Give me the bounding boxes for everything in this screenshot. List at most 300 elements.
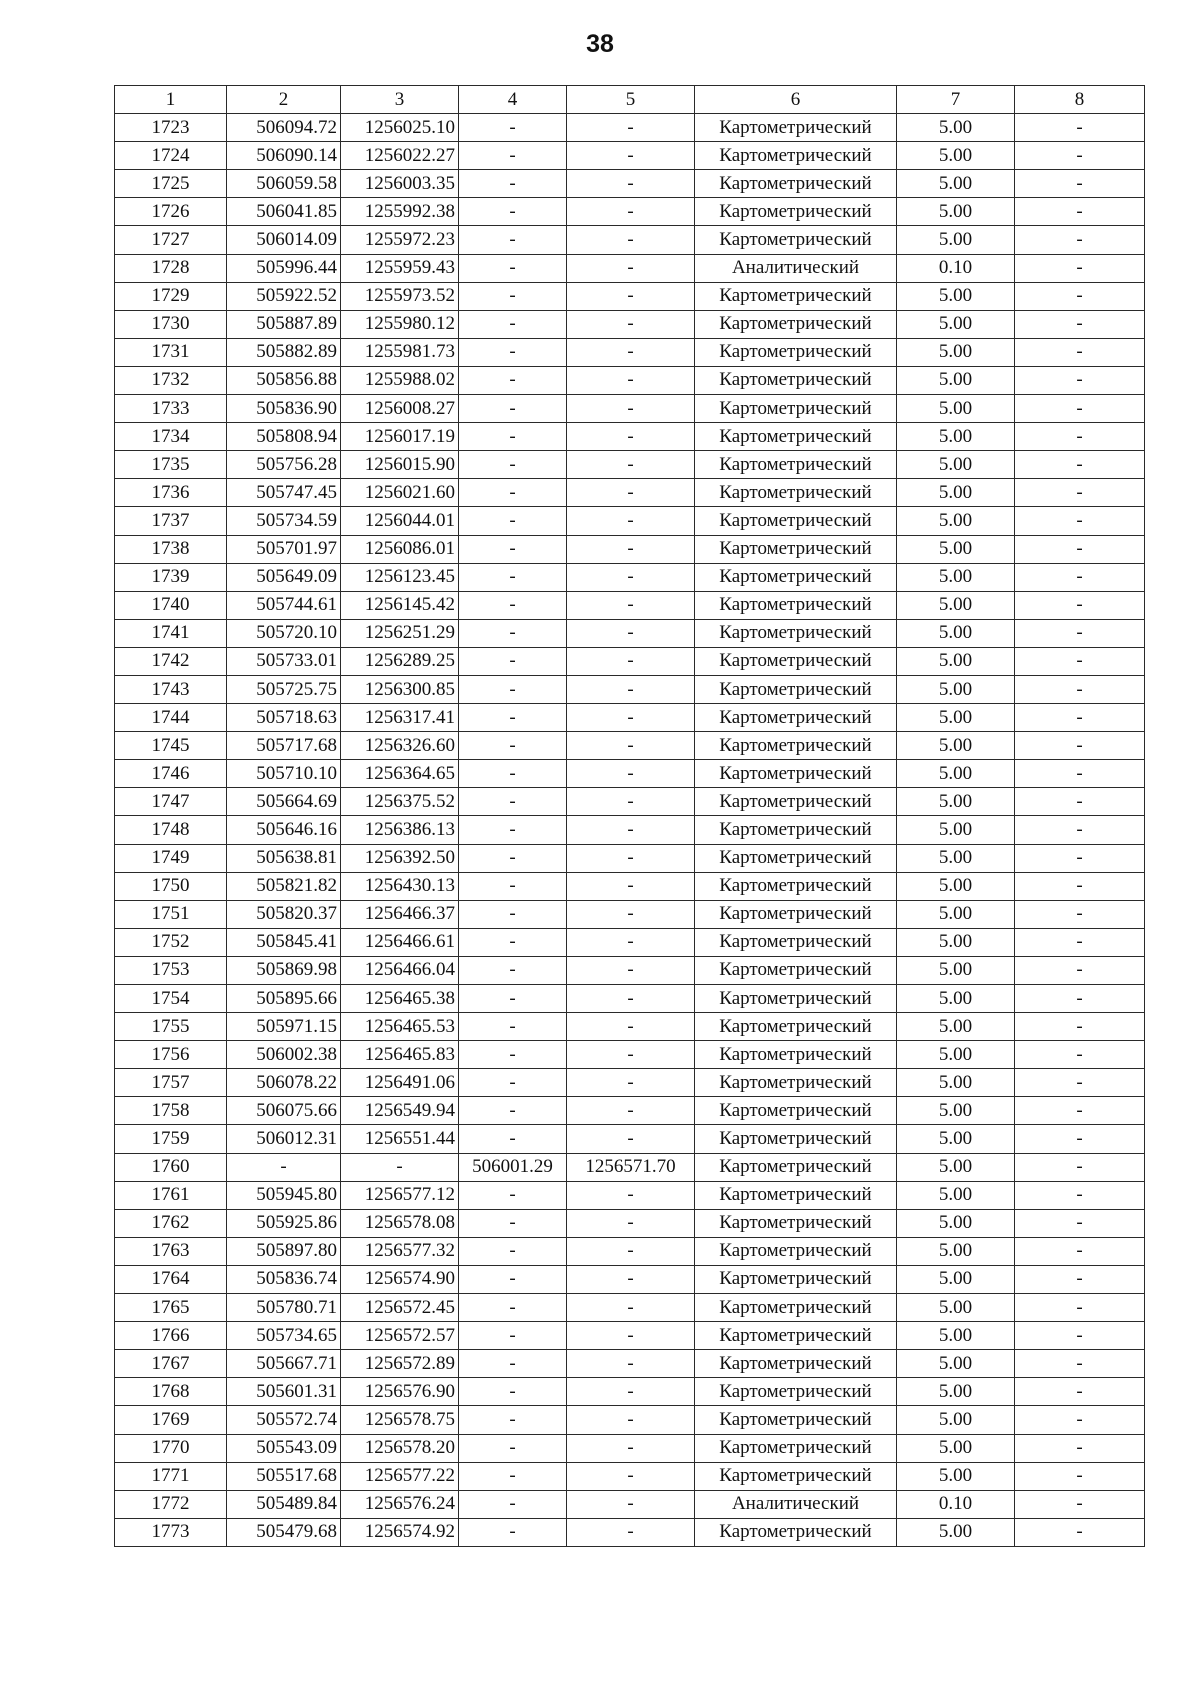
- x-coordinate-cell: 506059.58: [227, 170, 341, 198]
- method-cell: Картометрический: [695, 1069, 897, 1097]
- x-coordinate-cell: 505734.59: [227, 507, 341, 535]
- new-x-coordinate-cell: -: [459, 282, 567, 310]
- description-cell: -: [1015, 451, 1145, 479]
- accuracy-cell: 5.00: [897, 142, 1015, 170]
- accuracy-cell: 5.00: [897, 535, 1015, 563]
- description-cell: -: [1015, 985, 1145, 1013]
- new-x-coordinate-cell: -: [459, 451, 567, 479]
- y-coordinate-cell: 1256466.61: [341, 928, 459, 956]
- new-y-coordinate-cell: -: [567, 338, 695, 366]
- table-row: [115, 1153, 1145, 1181]
- accuracy-cell: 5.00: [897, 451, 1015, 479]
- x-coordinate-cell: 505856.88: [227, 366, 341, 394]
- accuracy-cell: 5.00: [897, 1294, 1015, 1322]
- description-cell: -: [1015, 816, 1145, 844]
- accuracy-cell: 5.00: [897, 198, 1015, 226]
- new-x-coordinate-cell: -: [459, 1041, 567, 1069]
- accuracy-cell: 5.00: [897, 563, 1015, 591]
- column-header-8: 8: [1015, 86, 1145, 114]
- new-x-coordinate-cell: -: [459, 1237, 567, 1265]
- accuracy-cell: 5.00: [897, 114, 1015, 142]
- new-x-coordinate-cell: -: [459, 1097, 567, 1125]
- x-coordinate-cell: 505820.37: [227, 900, 341, 928]
- new-x-coordinate-cell: -: [459, 956, 567, 984]
- point-number-cell: 1745: [115, 732, 227, 760]
- y-coordinate-cell: 1256572.45: [341, 1294, 459, 1322]
- new-x-coordinate-cell: -: [459, 1125, 567, 1153]
- method-cell: Картометрический: [695, 1265, 897, 1293]
- point-number-cell: 1742: [115, 647, 227, 675]
- y-coordinate-cell: 1256003.35: [341, 170, 459, 198]
- accuracy-cell: 5.00: [897, 1097, 1015, 1125]
- point-number-cell: 1731: [115, 338, 227, 366]
- method-cell: Картометрический: [695, 423, 897, 451]
- description-cell: -: [1015, 1209, 1145, 1237]
- x-coordinate-cell: 505887.89: [227, 310, 341, 338]
- point-number-cell: 1771: [115, 1462, 227, 1490]
- new-y-coordinate-cell: -: [567, 563, 695, 591]
- y-coordinate-cell: 1256017.19: [341, 423, 459, 451]
- description-cell: -: [1015, 282, 1145, 310]
- y-coordinate-cell: 1256008.27: [341, 395, 459, 423]
- accuracy-cell: 5.00: [897, 760, 1015, 788]
- new-x-coordinate-cell: -: [459, 563, 567, 591]
- x-coordinate-cell: 505664.69: [227, 788, 341, 816]
- new-x-coordinate-cell: -: [459, 928, 567, 956]
- accuracy-cell: 5.00: [897, 1069, 1015, 1097]
- x-coordinate-cell: 505720.10: [227, 619, 341, 647]
- description-cell: -: [1015, 675, 1145, 703]
- point-number-cell: 1757: [115, 1069, 227, 1097]
- description-cell: -: [1015, 366, 1145, 394]
- table-row: [115, 1406, 1145, 1434]
- point-number-cell: 1724: [115, 142, 227, 170]
- new-x-coordinate-cell: -: [459, 732, 567, 760]
- method-cell: Картометрический: [695, 310, 897, 338]
- method-cell: Картометрический: [695, 816, 897, 844]
- new-y-coordinate-cell: -: [567, 647, 695, 675]
- accuracy-cell: 5.00: [897, 1462, 1015, 1490]
- x-coordinate-cell: 505725.75: [227, 675, 341, 703]
- y-coordinate-cell: 1255972.23: [341, 226, 459, 254]
- x-coordinate-cell: 505744.61: [227, 591, 341, 619]
- method-cell: Картометрический: [695, 732, 897, 760]
- new-x-coordinate-cell: -: [459, 1013, 567, 1041]
- new-y-coordinate-cell: -: [567, 928, 695, 956]
- point-number-cell: 1734: [115, 423, 227, 451]
- method-cell: Картометрический: [695, 591, 897, 619]
- new-y-coordinate-cell: -: [567, 1013, 695, 1041]
- x-coordinate-cell: 505572.74: [227, 1406, 341, 1434]
- new-y-coordinate-cell: -: [567, 366, 695, 394]
- new-x-coordinate-cell: -: [459, 507, 567, 535]
- column-header-5: 5: [567, 86, 695, 114]
- method-cell: Картометрический: [695, 788, 897, 816]
- table-row: [115, 985, 1145, 1013]
- x-coordinate-cell: 505649.09: [227, 563, 341, 591]
- y-coordinate-cell: 1256465.53: [341, 1013, 459, 1041]
- table-row: [115, 816, 1145, 844]
- description-cell: -: [1015, 563, 1145, 591]
- table-row: [115, 310, 1145, 338]
- table-row: [115, 114, 1145, 142]
- accuracy-cell: 5.00: [897, 282, 1015, 310]
- accuracy-cell: 5.00: [897, 1013, 1015, 1041]
- point-number-cell: 1759: [115, 1125, 227, 1153]
- description-cell: -: [1015, 142, 1145, 170]
- new-x-coordinate-cell: -: [459, 535, 567, 563]
- point-number-cell: 1728: [115, 254, 227, 282]
- accuracy-cell: 5.00: [897, 338, 1015, 366]
- point-number-cell: 1730: [115, 310, 227, 338]
- point-number-cell: 1767: [115, 1350, 227, 1378]
- description-cell: -: [1015, 226, 1145, 254]
- method-cell: Картометрический: [695, 1518, 897, 1546]
- point-number-cell: 1765: [115, 1294, 227, 1322]
- description-cell: -: [1015, 1462, 1145, 1490]
- table-row: [115, 1097, 1145, 1125]
- method-cell: Картометрический: [695, 142, 897, 170]
- point-number-cell: 1763: [115, 1237, 227, 1265]
- point-number-cell: 1762: [115, 1209, 227, 1237]
- description-cell: -: [1015, 647, 1145, 675]
- y-coordinate-cell: 1256578.75: [341, 1406, 459, 1434]
- new-x-coordinate-cell: -: [459, 760, 567, 788]
- column-header-3: 3: [341, 86, 459, 114]
- y-coordinate-cell: 1256025.10: [341, 114, 459, 142]
- table-row: [115, 1209, 1145, 1237]
- table-row: [115, 1518, 1145, 1546]
- new-y-coordinate-cell: -: [567, 675, 695, 703]
- new-y-coordinate-cell: -: [567, 1041, 695, 1069]
- new-y-coordinate-cell: -: [567, 198, 695, 226]
- table-row: [115, 1434, 1145, 1462]
- point-number-cell: 1729: [115, 282, 227, 310]
- point-number-cell: 1755: [115, 1013, 227, 1041]
- new-y-coordinate-cell: -: [567, 226, 695, 254]
- accuracy-cell: 5.00: [897, 310, 1015, 338]
- new-x-coordinate-cell: -: [459, 479, 567, 507]
- description-cell: -: [1015, 170, 1145, 198]
- x-coordinate-cell: 506090.14: [227, 142, 341, 170]
- new-x-coordinate-cell: -: [459, 142, 567, 170]
- table-row: [115, 1462, 1145, 1490]
- description-cell: -: [1015, 732, 1145, 760]
- description-cell: -: [1015, 928, 1145, 956]
- table-row: [115, 507, 1145, 535]
- new-y-coordinate-cell: -: [567, 423, 695, 451]
- new-y-coordinate-cell: -: [567, 1350, 695, 1378]
- y-coordinate-cell: 1256251.29: [341, 619, 459, 647]
- y-coordinate-cell: 1256577.12: [341, 1181, 459, 1209]
- new-y-coordinate-cell: -: [567, 451, 695, 479]
- method-cell: Картометрический: [695, 563, 897, 591]
- description-cell: -: [1015, 423, 1145, 451]
- point-number-cell: 1770: [115, 1434, 227, 1462]
- table-row: [115, 1350, 1145, 1378]
- x-coordinate-cell: 505701.97: [227, 535, 341, 563]
- new-y-coordinate-cell: -: [567, 142, 695, 170]
- point-number-cell: 1740: [115, 591, 227, 619]
- new-x-coordinate-cell: -: [459, 395, 567, 423]
- x-coordinate-cell: 505780.71: [227, 1294, 341, 1322]
- accuracy-cell: 5.00: [897, 1378, 1015, 1406]
- table-row: [115, 1322, 1145, 1350]
- y-coordinate-cell: 1256572.57: [341, 1322, 459, 1350]
- new-x-coordinate-cell: -: [459, 1181, 567, 1209]
- table-row: [115, 619, 1145, 647]
- description-cell: -: [1015, 1125, 1145, 1153]
- table-row: [115, 1265, 1145, 1293]
- accuracy-cell: 5.00: [897, 479, 1015, 507]
- point-number-cell: 1739: [115, 563, 227, 591]
- method-cell: Картометрический: [695, 1406, 897, 1434]
- x-coordinate-cell: 506012.31: [227, 1125, 341, 1153]
- x-coordinate-cell: 506014.09: [227, 226, 341, 254]
- accuracy-cell: 5.00: [897, 170, 1015, 198]
- table-row: [115, 591, 1145, 619]
- accuracy-cell: 5.00: [897, 1406, 1015, 1434]
- method-cell: Картометрический: [695, 704, 897, 732]
- new-x-coordinate-cell: -: [459, 1209, 567, 1237]
- description-cell: -: [1015, 591, 1145, 619]
- point-number-cell: 1727: [115, 226, 227, 254]
- y-coordinate-cell: 1256123.45: [341, 563, 459, 591]
- new-x-coordinate-cell: -: [459, 423, 567, 451]
- x-coordinate-cell: 505667.71: [227, 1350, 341, 1378]
- point-number-cell: 1751: [115, 900, 227, 928]
- y-coordinate-cell: 1256578.08: [341, 1209, 459, 1237]
- column-header-2: 2: [227, 86, 341, 114]
- table-row: [115, 928, 1145, 956]
- point-number-cell: 1773: [115, 1518, 227, 1546]
- x-coordinate-cell: 505922.52: [227, 282, 341, 310]
- table-row: [115, 844, 1145, 872]
- x-coordinate-cell: 506041.85: [227, 198, 341, 226]
- table-row: [115, 1378, 1145, 1406]
- x-coordinate-cell: 505543.09: [227, 1434, 341, 1462]
- new-y-coordinate-cell: -: [567, 956, 695, 984]
- method-cell: Картометрический: [695, 1434, 897, 1462]
- method-cell: Картометрический: [695, 1041, 897, 1069]
- accuracy-cell: 5.00: [897, 1041, 1015, 1069]
- method-cell: Аналитический: [695, 1490, 897, 1518]
- new-x-coordinate-cell: -: [459, 1462, 567, 1490]
- x-coordinate-cell: 505756.28: [227, 451, 341, 479]
- accuracy-cell: 5.00: [897, 1265, 1015, 1293]
- y-coordinate-cell: 1256465.38: [341, 985, 459, 1013]
- new-y-coordinate-cell: -: [567, 507, 695, 535]
- x-coordinate-cell: 505971.15: [227, 1013, 341, 1041]
- point-number-cell: 1761: [115, 1181, 227, 1209]
- table-row: [115, 1237, 1145, 1265]
- point-number-cell: 1764: [115, 1265, 227, 1293]
- x-coordinate-cell: 505479.68: [227, 1518, 341, 1546]
- method-cell: Картометрический: [695, 479, 897, 507]
- new-y-coordinate-cell: -: [567, 1434, 695, 1462]
- accuracy-cell: 5.00: [897, 366, 1015, 394]
- new-x-coordinate-cell: -: [459, 675, 567, 703]
- new-y-coordinate-cell: -: [567, 1125, 695, 1153]
- new-x-coordinate-cell: -: [459, 985, 567, 1013]
- y-coordinate-cell: 1256145.42: [341, 591, 459, 619]
- point-number-cell: 1752: [115, 928, 227, 956]
- x-coordinate-cell: 505808.94: [227, 423, 341, 451]
- y-coordinate-cell: 1256574.92: [341, 1518, 459, 1546]
- x-coordinate-cell: 505733.01: [227, 647, 341, 675]
- new-x-coordinate-cell: -: [459, 366, 567, 394]
- method-cell: Картометрический: [695, 675, 897, 703]
- accuracy-cell: 5.00: [897, 844, 1015, 872]
- new-y-coordinate-cell: -: [567, 1237, 695, 1265]
- accuracy-cell: 5.00: [897, 507, 1015, 535]
- description-cell: -: [1015, 114, 1145, 142]
- description-cell: -: [1015, 704, 1145, 732]
- table-row: [115, 366, 1145, 394]
- point-number-cell: 1733: [115, 395, 227, 423]
- method-cell: Картометрический: [695, 170, 897, 198]
- y-coordinate-cell: 1256576.24: [341, 1490, 459, 1518]
- header-row: [115, 86, 1145, 114]
- y-coordinate-cell: 1256491.06: [341, 1069, 459, 1097]
- method-cell: Картометрический: [695, 395, 897, 423]
- y-coordinate-cell: -: [341, 1153, 459, 1181]
- x-coordinate-cell: 505836.90: [227, 395, 341, 423]
- new-y-coordinate-cell: -: [567, 844, 695, 872]
- table-row: [115, 282, 1145, 310]
- description-cell: -: [1015, 1322, 1145, 1350]
- description-cell: -: [1015, 254, 1145, 282]
- description-cell: -: [1015, 479, 1145, 507]
- new-x-coordinate-cell: 506001.29: [459, 1153, 567, 1181]
- point-number-cell: 1725: [115, 170, 227, 198]
- point-number-cell: 1723: [115, 114, 227, 142]
- description-cell: -: [1015, 1237, 1145, 1265]
- point-number-cell: 1747: [115, 788, 227, 816]
- x-coordinate-cell: 505925.86: [227, 1209, 341, 1237]
- x-coordinate-cell: 505489.84: [227, 1490, 341, 1518]
- y-coordinate-cell: 1256549.94: [341, 1097, 459, 1125]
- x-coordinate-cell: 505517.68: [227, 1462, 341, 1490]
- method-cell: Картометрический: [695, 1462, 897, 1490]
- point-number-cell: 1735: [115, 451, 227, 479]
- y-coordinate-cell: 1256578.20: [341, 1434, 459, 1462]
- description-cell: -: [1015, 1406, 1145, 1434]
- accuracy-cell: 5.00: [897, 226, 1015, 254]
- description-cell: -: [1015, 956, 1145, 984]
- new-x-coordinate-cell: -: [459, 1265, 567, 1293]
- accuracy-cell: 5.00: [897, 704, 1015, 732]
- point-number-cell: 1760: [115, 1153, 227, 1181]
- method-cell: Картометрический: [695, 1322, 897, 1350]
- new-y-coordinate-cell: -: [567, 1069, 695, 1097]
- description-cell: -: [1015, 619, 1145, 647]
- new-y-coordinate-cell: -: [567, 788, 695, 816]
- x-coordinate-cell: 505836.74: [227, 1265, 341, 1293]
- new-y-coordinate-cell: -: [567, 1462, 695, 1490]
- y-coordinate-cell: 1256021.60: [341, 479, 459, 507]
- accuracy-cell: 5.00: [897, 423, 1015, 451]
- table-row: [115, 563, 1145, 591]
- new-x-coordinate-cell: -: [459, 1322, 567, 1350]
- y-coordinate-cell: 1256574.90: [341, 1265, 459, 1293]
- method-cell: Картометрический: [695, 338, 897, 366]
- new-x-coordinate-cell: -: [459, 900, 567, 928]
- method-cell: Картометрический: [695, 872, 897, 900]
- new-x-coordinate-cell: -: [459, 310, 567, 338]
- new-x-coordinate-cell: -: [459, 226, 567, 254]
- new-y-coordinate-cell: -: [567, 1181, 695, 1209]
- accuracy-cell: 5.00: [897, 928, 1015, 956]
- x-coordinate-cell: 505895.66: [227, 985, 341, 1013]
- point-number-cell: 1772: [115, 1490, 227, 1518]
- description-cell: -: [1015, 1518, 1145, 1546]
- method-cell: Картометрический: [695, 198, 897, 226]
- coordinates-table: [114, 85, 1145, 1547]
- method-cell: Картометрический: [695, 985, 897, 1013]
- new-y-coordinate-cell: -: [567, 816, 695, 844]
- new-x-coordinate-cell: -: [459, 1378, 567, 1406]
- accuracy-cell: 5.00: [897, 1237, 1015, 1265]
- y-coordinate-cell: 1256086.01: [341, 535, 459, 563]
- table-row: [115, 395, 1145, 423]
- table-row: [115, 254, 1145, 282]
- point-number-cell: 1741: [115, 619, 227, 647]
- table-row: [115, 1490, 1145, 1518]
- y-coordinate-cell: 1256466.37: [341, 900, 459, 928]
- method-cell: Картометрический: [695, 844, 897, 872]
- new-x-coordinate-cell: -: [459, 1518, 567, 1546]
- method-cell: Аналитический: [695, 254, 897, 282]
- table-row: [115, 1294, 1145, 1322]
- method-cell: Картометрический: [695, 1378, 897, 1406]
- table-row: [115, 675, 1145, 703]
- point-number-cell: 1766: [115, 1322, 227, 1350]
- x-coordinate-cell: 505897.80: [227, 1237, 341, 1265]
- table-row: [115, 1013, 1145, 1041]
- accuracy-cell: 5.00: [897, 1181, 1015, 1209]
- x-coordinate-cell: 505646.16: [227, 816, 341, 844]
- method-cell: Картометрический: [695, 1294, 897, 1322]
- method-cell: Картометрический: [695, 1181, 897, 1209]
- new-y-coordinate-cell: -: [567, 1209, 695, 1237]
- y-coordinate-cell: 1256466.04: [341, 956, 459, 984]
- x-coordinate-cell: 505734.65: [227, 1322, 341, 1350]
- new-x-coordinate-cell: -: [459, 872, 567, 900]
- x-coordinate-cell: 505717.68: [227, 732, 341, 760]
- y-coordinate-cell: 1256300.85: [341, 675, 459, 703]
- new-y-coordinate-cell: -: [567, 1265, 695, 1293]
- new-x-coordinate-cell: -: [459, 619, 567, 647]
- new-y-coordinate-cell: -: [567, 619, 695, 647]
- new-x-coordinate-cell: -: [459, 788, 567, 816]
- new-x-coordinate-cell: -: [459, 1406, 567, 1434]
- y-coordinate-cell: 1256577.22: [341, 1462, 459, 1490]
- new-x-coordinate-cell: -: [459, 170, 567, 198]
- accuracy-cell: 5.00: [897, 1518, 1015, 1546]
- description-cell: -: [1015, 788, 1145, 816]
- accuracy-cell: 5.00: [897, 591, 1015, 619]
- description-cell: -: [1015, 1434, 1145, 1462]
- point-number-cell: 1750: [115, 872, 227, 900]
- table-row: [115, 1125, 1145, 1153]
- x-coordinate-cell: 505821.82: [227, 872, 341, 900]
- point-number-cell: 1753: [115, 956, 227, 984]
- x-coordinate-cell: 505601.31: [227, 1378, 341, 1406]
- table-row: [115, 198, 1145, 226]
- new-x-coordinate-cell: -: [459, 1490, 567, 1518]
- point-number-cell: 1746: [115, 760, 227, 788]
